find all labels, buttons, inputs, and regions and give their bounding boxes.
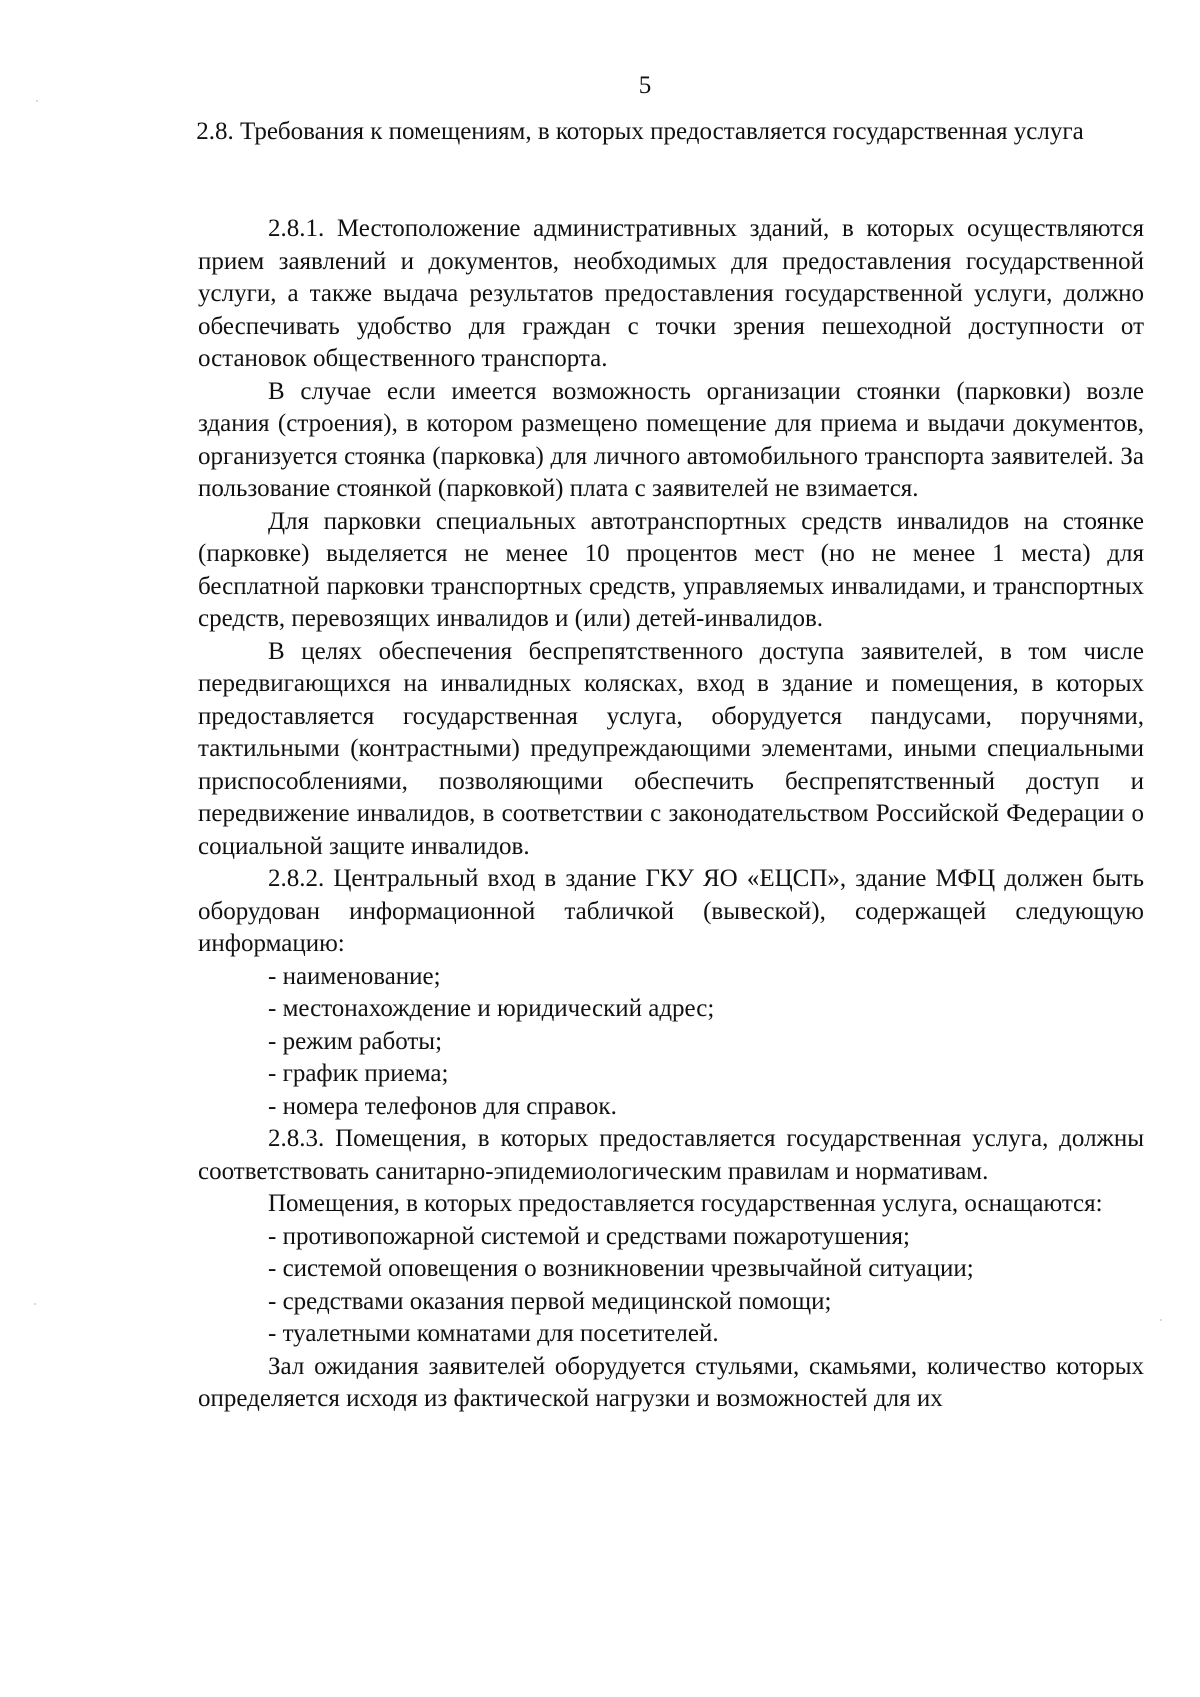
list-item: - местонахождение и юридический адрес; [268,995,715,1022]
scan-speck [34,1303,36,1305]
scan-speck [1160,1319,1162,1321]
list-item: - системой оповещения о возникновении чрезвычайной ситуации; [268,1255,974,1282]
list-item: - туалетными комнатами для посетителей. [268,1320,719,1347]
scan-speck [36,100,38,102]
paragraph-accessibility: В целях обеспечения беспрепятственного доступа заявителей, в том числе передвигающихся на инвалидных колясках, вход в здание и помещения, в которых предоставляется государственная услуга, оборудуется пандусами, поручнями, тактильными (контрастными) предупреждающими элементами, иными специальными приспособлениями, позволяющими обеспечить беспрепятственный доступ и передвижение инвалидов, в соответствии с законодательством Российской Федерации о социальной защите инвалидов. [198,637,1144,860]
paragraph-2-8-1: 2.8.1. Местоположение административных зданий, в которых осуществляются прием заявлений и документов, необходимых для предоставления государственной услуги, а также выдача результатов предоставления государственной услуги, должно обеспечивать удобство для граждан с точки зрения пешеходной доступности от остановок общественного транспорта. [198,215,1144,372]
list-item: - номера телефонов для справок. [268,1092,617,1120]
page-number: 5 [638,72,652,99]
list-item: - противопожарной системой и средствами пожаротушения; [268,1222,910,1250]
list-item: - средствами оказания первой медицинской помощи; [268,1287,832,1315]
paragraph-disabled-parking: Для парковки специальных автотранспортных средств инвалидов на стоянке (парковке) выделяется не менее 10 процентов мест (но не менее 1 места) для бесплатной парковки транспортных средств, управляемых инвалидами, и транспортных средств, перевозящих инвалидов и (или) детей-инвалидов. [198,507,1144,632]
paragraph-waiting-room: Зал ожидания заявителей оборудуется стульями, скамьями, количество которых определяется исходя из фактической нагрузки и возможностей для их [198,1352,1144,1412]
paragraph-parking: В случае если имеется возможность организации стоянки (парковки) возле здания (строения), в котором размещено помещение для приема и выдачи документов, организуется стоянка (парковка) для личного автомобильного транспорта заявителей. За пользование стоянкой (парковкой) плата с заявителей не взимается. [198,377,1144,502]
list-item: - наименование; [268,962,441,990]
paragraph-equipment: Помещения, в которых предоставляется государственная услуга, оснащаются: [268,1190,1103,1217]
document-body [198,213,1144,1416]
list-item: - график приема; [268,1060,449,1087]
section-heading: 2.8. Требования к помещениям, в которых предоставляется государственная услуга [196,118,1084,145]
paragraph-2-8-2: 2.8.2. Центральный вход в здание ГКУ ЯО «ЕЦСП», здание МФЦ должен быть оборудован информационной табличкой (вывеской), содержащей следующую информацию: [198,865,1144,957]
paragraph-2-8-3: 2.8.3. Помещения, в которых предоставляется государственная услуга, должны соответствовать санитарно-эпидемиологическим правилам и нормативам. [198,1125,1144,1185]
list-item: - режим работы; [268,1027,443,1055]
